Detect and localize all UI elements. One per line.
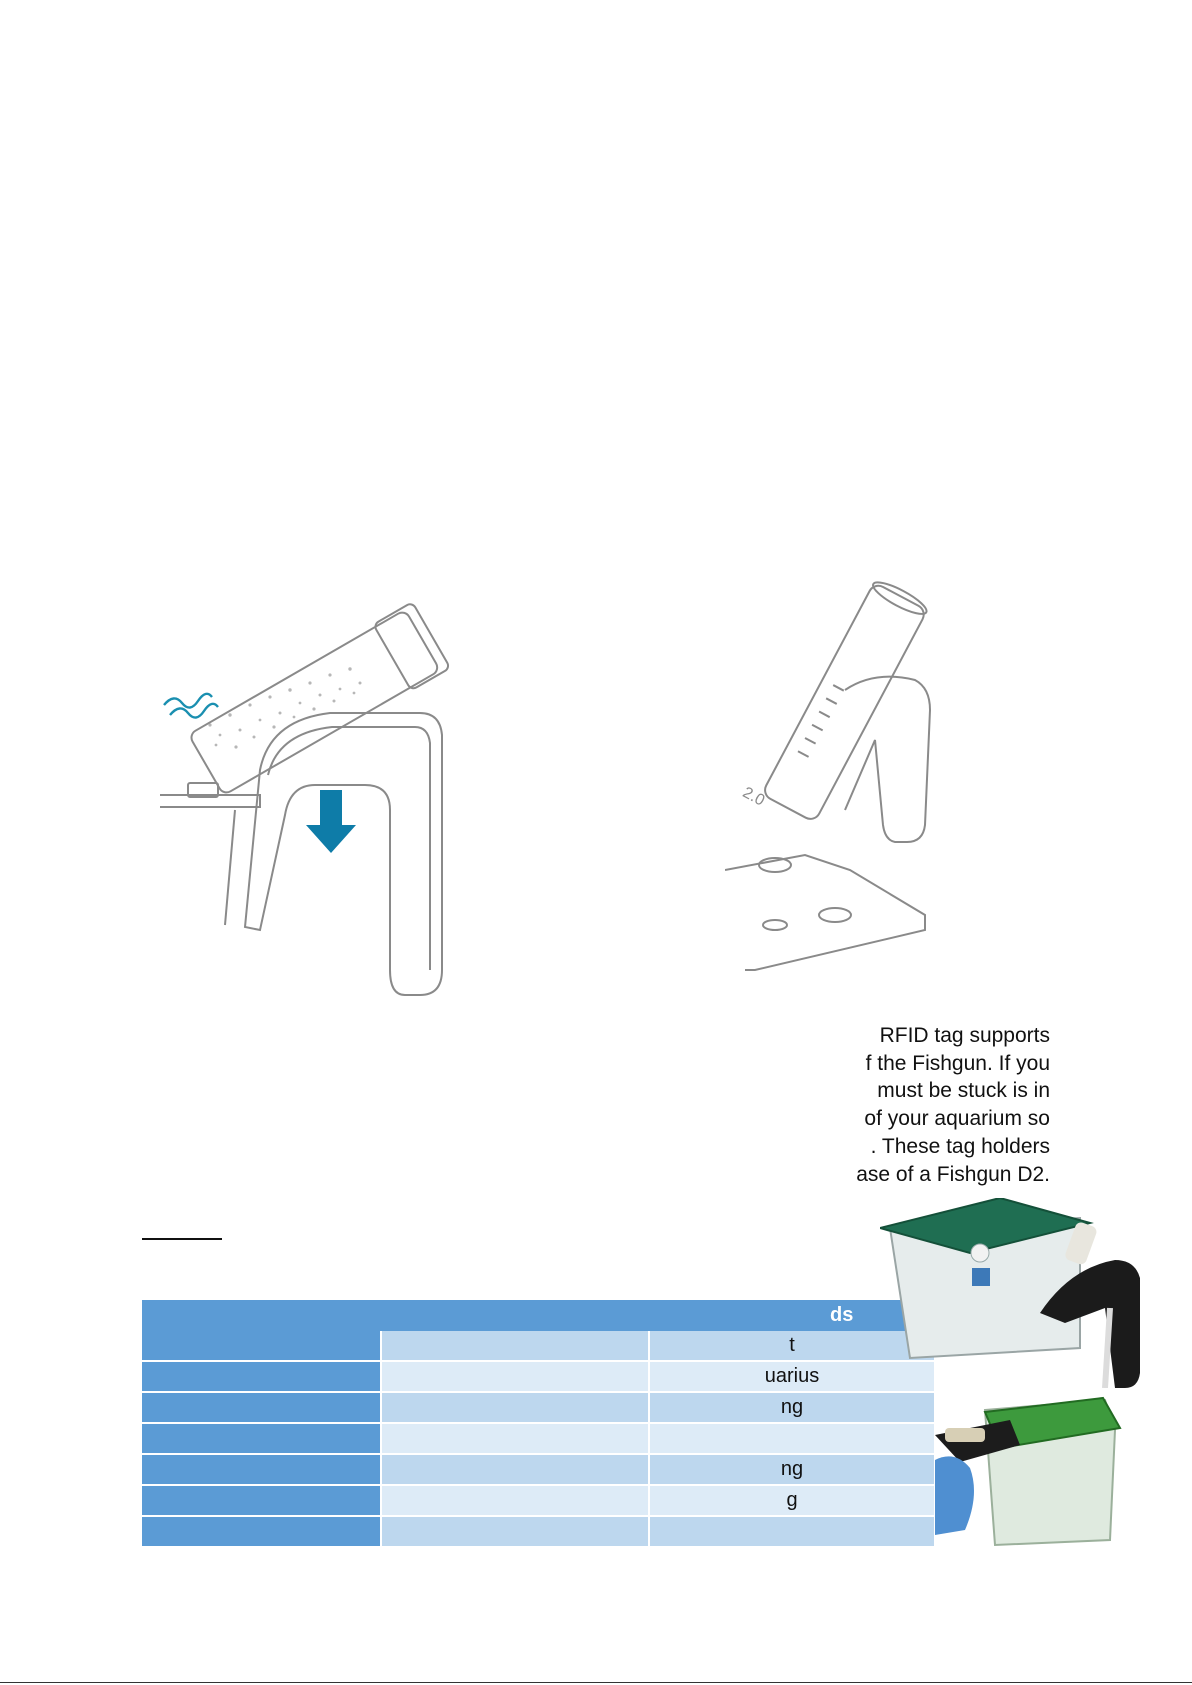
table-cell [381, 1423, 649, 1454]
data-table [142, 1300, 934, 1548]
table-cell [381, 1331, 649, 1361]
table-cell [649, 1423, 934, 1454]
table-header-row [142, 1300, 934, 1331]
paragraph-line: RFID tag supports [879, 1024, 1050, 1047]
table-cell [649, 1516, 934, 1547]
paragraph-line: f the Fishgun. If you [865, 1051, 1050, 1075]
paragraph-line: . These tag holders [870, 1134, 1050, 1158]
table-row [142, 1331, 934, 1361]
table-cell [142, 1361, 381, 1392]
table-cell: t [649, 1331, 934, 1361]
table-cell [381, 1485, 649, 1516]
table-cell: ng [649, 1454, 934, 1485]
table-cell: g [649, 1485, 934, 1516]
table-cell [142, 1516, 381, 1547]
table-row [142, 1454, 934, 1485]
scale-label: 2.0 [739, 784, 768, 810]
table-cell [142, 1423, 381, 1454]
down-arrow-icon [306, 790, 356, 853]
paragraph-line: must be stuck is in [877, 1079, 1050, 1103]
table-row [142, 1485, 934, 1516]
footer-rule [0, 1682, 1192, 1683]
table-cell [142, 1454, 381, 1485]
table-cell: uarius [649, 1361, 934, 1392]
table-cell: ng [649, 1392, 934, 1423]
paragraph-line: ase of a Fishgun D2. [856, 1162, 1050, 1186]
fishgun-loading-illustration [150, 585, 480, 1005]
table-cell [381, 1392, 649, 1423]
table-cell [142, 1485, 381, 1516]
table-cell [381, 1361, 649, 1392]
gloved-hand-fishgun-photo [935, 1390, 1125, 1550]
table-row [142, 1423, 934, 1454]
table-row [142, 1392, 934, 1423]
table-cell [381, 1454, 649, 1485]
table-header-cell: ds [142, 1300, 934, 1331]
heading-underline [142, 1238, 222, 1240]
tank-with-fishgun-photo [880, 1198, 1155, 1388]
table-cell [142, 1392, 381, 1423]
body-paragraph [820, 1022, 1050, 1188]
table-cell [142, 1331, 381, 1361]
paragraph-line: of your aquarium so [864, 1107, 1050, 1131]
table-cell [381, 1516, 649, 1547]
table-row [142, 1516, 934, 1547]
fishgun-on-tank-illustration [725, 570, 940, 990]
table-row [142, 1361, 934, 1392]
